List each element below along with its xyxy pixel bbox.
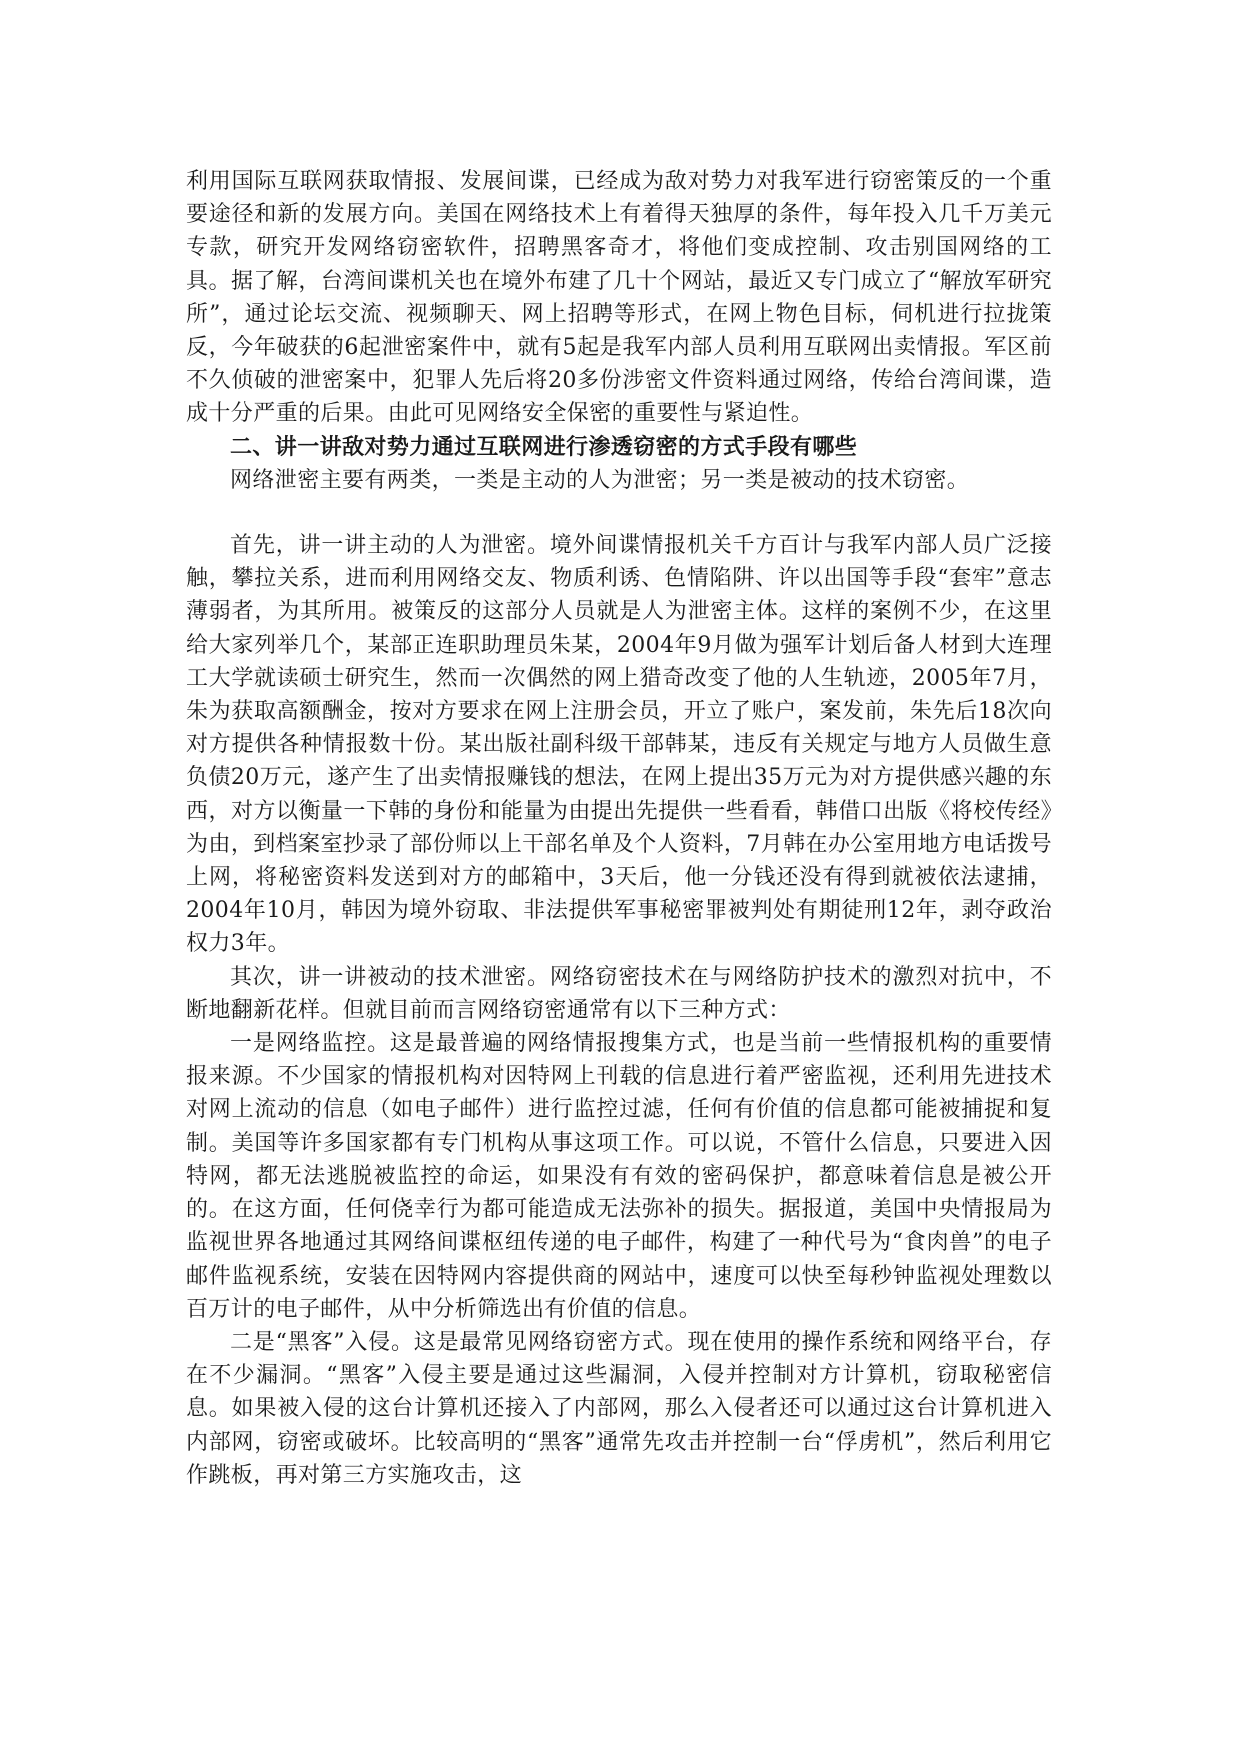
paragraph-technical-leak: 其次，讲一讲被动的技术泄密。网络窃密技术在与网络防护技术的激烈对抗中，不断地翻新花样。但就目前而言网络窃密通常有以下三种方式： bbox=[186, 964, 1052, 1023]
paragraph-spacer bbox=[186, 497, 1052, 529]
paragraph-network-monitoring: 一是网络监控。这是最普遍的网络情报搜集方式，也是当前一些情报机构的重要情报来源。不少国家的情报机构对因特网上刊载的信息进行着严密监视，还利用先进技术对网上流动的信息（如电子邮件）进行监控过滤，任何有价值的信息都可能被捕捉和复制。美国等许多国家都有专门机构从事这项工作。可以说，不管什么信息，只要进入因特网，都无法逃脱被监控的命运，如果没有有效的密码保护，都意味着信息是被公开的。在这方面，任何侥幸行为都可能造成无法弥补的损失。据报道，美国中央情报局为监视世界各地通过其网络间谍枢纽传递的电子邮件，构建了一种代号为“食肉兽”的电子邮件监视系统，安装在因特网内容提供商的网站中，速度可以快至每秒钟监视处理数以百万计的电子邮件，从中分析筛选出有价值的信息。 bbox=[186, 1031, 1052, 1322]
document-page bbox=[186, 165, 1052, 1492]
paragraph-intro: 利用国际互联网获取情报、发展间谍，已经成为敌对势力对我军进行窃密策反的一个重要途径和新的发展方向。美国在网络技术上有着得天独厚的条件，每年投入几千万美元专款，研究开发网络窃密软件，招聘黑客奇才，将他们变成控制、攻击别国网络的工具。据了解，台湾间谍机关也在境外布建了几十个网站，最近又专门成立了“解放军研究所”，通过论坛交流、视频聊天、网上招聘等形式，在网上物色目标，伺机进行拉拢策反，今年破获的6起泄密案件中，就有5起是我军内部人员利用互联网出卖情报。军区前不久侦破的泄密案中，犯罪人先后将20多份涉密文件资料通过网络，传给台湾间谍，造成十分严重的后果。由此可见网络安全保密的重要性与紧迫性。 bbox=[186, 169, 1052, 427]
paragraph-categories: 网络泄密主要有两类，一类是主动的人为泄密；另一类是被动的技术窃密。 bbox=[230, 467, 970, 493]
section-heading: 二、讲一讲敌对势力通过互联网进行渗透窃密的方式手段有哪些 bbox=[230, 433, 858, 460]
paragraph-hacker-intrusion: 二是“黑客”入侵。这是最常见网络窃密方式。现在使用的操作系统和网络平台，存在不少漏洞。“黑客”入侵主要是通过这些漏洞，入侵并控制对方计算机，窃取秘密信息。如果被入侵的这台计算机还接入了内部网，那么入侵者还可以通过这台计算机进入内部网，窃密或破坏。比较高明的“黑客”通常先攻击并控制一台“俘虏机”，然后利用它作跳板，再对第三方实施攻击，这 bbox=[186, 1329, 1052, 1488]
paragraph-human-leak: 首先，讲一讲主动的人为泄密。境外间谍情报机关千方百计与我军内部人员广泛接触，攀拉关系，进而利用网络交友、物质利诱、色情陷阱、许以出国等手段“套牢”意志薄弱者，为其所用。被策反的这部分人员就是人为泄密主体。这样的案例不少，在这里给大家列举几个，某部正连职助理员朱某，2004年9月做为强军计划后备人材到大连理工大学就读硕士研究生，然而一次偶然的网上猎奇改变了他的人生轨迹，2005年7月，朱为获取高额酬金，按对方要求在网上注册会员，开立了账户，案发前，朱先后18次向对方提供各种情报数十份。某出版社副科级干部韩某，违反有关规定与地方人员做生意负债20万元，遂产生了出卖情报赚钱的想法，在网上提出35万元为对方提供感兴趣的东西，对方以衡量一下韩的身份和能量为由提出先提供一些看看，韩借口出版《将校传经》为由，到档案室抄录了部份师以上干部名单及个人资料，7月韩在办公室用地方电话拨号上网，将秘密资料发送到对方的邮箱中，3天后，他一分钱还没有得到就被依法逮捕，2004年10月，韩因为境外窃取、非法提供军事秘密罪被判处有期徒刑12年，剥夺政治权力3年。 bbox=[186, 533, 1052, 957]
